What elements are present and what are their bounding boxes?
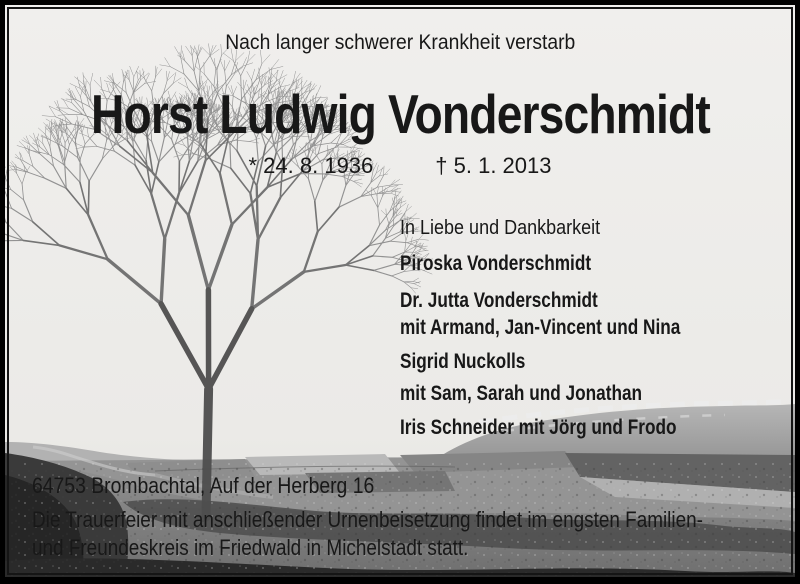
funeral-info-line: Die Trauerfeier mit anschließender Urnenbeisetzung findet im engsten Familien- — [32, 507, 703, 532]
tribute-line: In Liebe und Dankbarkeit — [400, 217, 601, 239]
mourner-line: Piroska Vonderschmidt — [400, 252, 592, 275]
mourner-line: Dr. Jutta Vonderschmidt — [400, 289, 598, 312]
mourner-line: Sigrid Nuckolls — [400, 350, 526, 373]
mourner-line: mit Armand, Jan-Vincent und Nina — [400, 316, 681, 339]
mourner-line: mit Sam, Sarah und Jonathan — [400, 382, 643, 405]
birth-date: * 24. 8. 1936 — [248, 153, 374, 178]
funeral-info-line: und Freundeskreis im Friedwald in Michelstadt statt. — [32, 535, 469, 560]
address-line: 64753 Brombachtal, Auf der Herberg 16 — [32, 473, 375, 498]
deceased-name-text: Horst Ludwig Vonderschmidt — [90, 83, 710, 145]
life-dates — [5, 153, 795, 179]
obituary-notice — [5, 5, 795, 577]
mourner-line: Iris Schneider mit Jörg und Frodo — [400, 416, 677, 439]
intro-text: Nach langer schwerer Krankheit verstarb — [224, 31, 576, 54]
death-date: † 5. 1. 2013 — [435, 153, 552, 178]
intro-line — [5, 31, 795, 54]
deceased-name — [5, 84, 795, 145]
